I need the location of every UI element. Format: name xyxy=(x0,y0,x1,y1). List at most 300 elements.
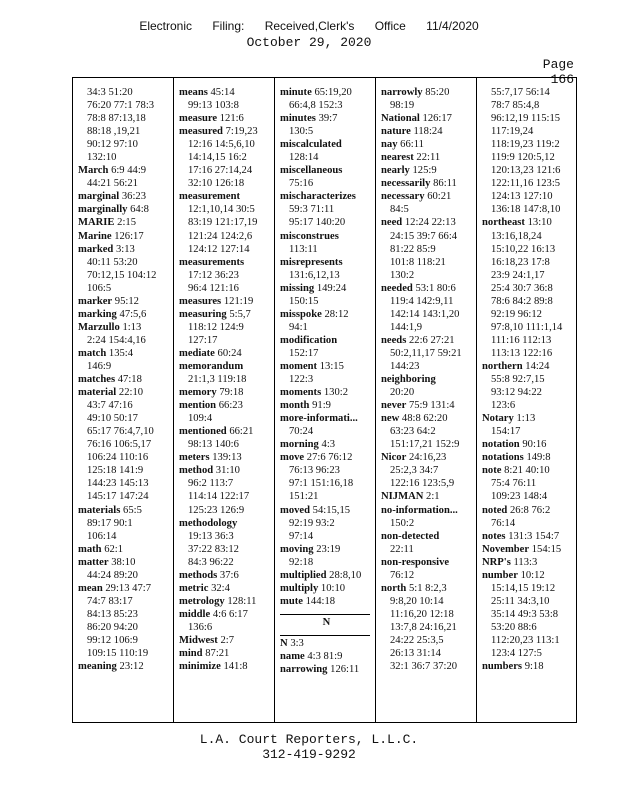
index-entry xyxy=(280,86,373,99)
index-citation-line: 84:3 96:22 xyxy=(188,556,234,568)
index-word: materials xyxy=(78,504,121,516)
index-word: no-information... xyxy=(381,504,458,516)
index-citation-line: 97:14 xyxy=(289,530,314,542)
index-citation-line: 106:24 110:16 xyxy=(87,452,149,464)
index-word: memory xyxy=(179,387,217,399)
index-citation-line: 111:16 112:13 xyxy=(491,334,552,346)
filing-stamp-part: Office xyxy=(374,19,406,33)
index-citation-line: 88:18 ,19,21 xyxy=(87,126,141,138)
index-entry xyxy=(179,256,272,269)
index-word: meters xyxy=(179,452,210,464)
index-citation-line: 150:2 xyxy=(390,517,415,529)
index-citation-line: 15:10,22 16:13 xyxy=(491,243,556,255)
index-entry xyxy=(78,164,171,177)
index-entry xyxy=(280,138,373,151)
index-entry xyxy=(280,650,373,663)
index-entry xyxy=(179,595,272,608)
index-entry xyxy=(280,282,373,295)
index-citation-line: 124:12 127:14 xyxy=(188,243,250,255)
index-citation-line: 92:18 xyxy=(289,556,314,568)
index-citation-line: 144:23 145:13 xyxy=(87,478,149,490)
index-citation-line: 13:16,18,24 xyxy=(491,230,542,242)
index-citation-line: 16:18,23 17:8 xyxy=(491,256,550,268)
index-word: more-informati... xyxy=(280,413,358,425)
index-column xyxy=(280,86,373,716)
index-entry xyxy=(179,517,272,530)
index-citation: 9:18 xyxy=(524,661,544,673)
index-citation: 65:19,20 xyxy=(314,87,352,98)
index-word: minutes xyxy=(280,113,316,125)
index-entry xyxy=(482,451,575,464)
index-citation: 28:8,10 xyxy=(329,569,362,581)
index-citation-line: 120:13,23 121:6 xyxy=(491,165,561,177)
index-citation-line: 76:13 96:23 xyxy=(289,465,340,477)
index-entry xyxy=(179,634,272,647)
section-letter: N xyxy=(322,616,331,628)
index-citation-line: 98:19 xyxy=(390,100,415,112)
index-citation: 53:1 80:6 xyxy=(415,282,456,294)
index-word: nay xyxy=(381,139,398,151)
index-entry xyxy=(381,86,474,99)
index-citation-line: 127:17 xyxy=(188,334,218,346)
index-entry xyxy=(179,451,272,464)
index-citation-line: 78:7 85:4,8 xyxy=(491,100,540,112)
index-entry xyxy=(78,582,171,595)
index-citation-line: 97:1 151:16,18 xyxy=(289,478,354,490)
index-citation: 113:3 xyxy=(513,556,538,568)
index-citation: 1:13 xyxy=(122,321,142,333)
index-citation-line: 151:21 xyxy=(289,491,319,503)
index-word: mischaracterizes xyxy=(280,191,356,203)
index-entry xyxy=(381,451,474,464)
column-divider xyxy=(476,78,477,722)
index-word: northeast xyxy=(482,217,525,229)
index-citation-line: 24:22 25:3,5 xyxy=(390,634,444,646)
index-citation-line: 70:12,15 104:12 xyxy=(87,269,157,281)
index-citation-line: 144:1,9 xyxy=(390,321,423,333)
index-citation: 139:13 xyxy=(212,452,242,464)
index-citation: 45:14 xyxy=(210,87,235,98)
index-entry xyxy=(179,125,272,138)
index-word: never xyxy=(381,400,407,412)
filing-stamp-part: Received,Clerk's xyxy=(264,19,355,33)
index-citation: 135:4 xyxy=(108,347,134,359)
index-entry xyxy=(78,660,171,673)
index-citation-line: 78:6 84:2 89:8 xyxy=(491,295,553,307)
index-citation-line: 114:14 122:17 xyxy=(188,491,250,503)
index-citation: 90:16 xyxy=(522,439,547,451)
index-word: new xyxy=(381,413,400,425)
index-entry xyxy=(78,190,171,203)
index-citation-line: 32:1 36:7 37:20 xyxy=(390,661,458,673)
index-citation-line: 146:9 xyxy=(87,360,112,372)
index-word: narrowly xyxy=(381,87,423,98)
index-entry xyxy=(280,190,373,203)
index-citation: 10:12 xyxy=(520,569,545,581)
index-word: metric xyxy=(179,582,209,594)
filing-stamp-part: 11/4/2020 xyxy=(426,19,479,33)
index-citation: 79:18 xyxy=(219,387,244,399)
index-citation-line: 25:2,3 34:7 xyxy=(390,465,439,477)
index-entry xyxy=(179,399,272,412)
index-citation-line: 44:21 56:21 xyxy=(87,178,138,190)
index-entry xyxy=(179,112,272,125)
index-word: nearly xyxy=(381,165,410,177)
index-citation-line: 101:8 118:21 xyxy=(390,256,446,268)
index-citation: 6:9 44:9 xyxy=(111,165,147,177)
index-citation-line: 32:10 126:18 xyxy=(188,178,245,190)
index-citation: 13:15 xyxy=(319,360,344,372)
index-entry xyxy=(179,569,272,582)
filing-stamp-part: Electronic xyxy=(139,19,192,33)
index-citation-line: 119:4 142:9,11 xyxy=(390,295,454,307)
index-citation-line: 49:10 50:17 xyxy=(87,413,138,425)
index-citation-line: 117:19,24 xyxy=(491,126,534,138)
index-entry xyxy=(482,543,575,556)
index-word: NRP's xyxy=(482,556,511,568)
index-word: notation xyxy=(482,439,520,451)
index-citation: 7:19,23 xyxy=(225,126,258,138)
index-word: needed xyxy=(381,282,413,294)
index-word: misconstrues xyxy=(280,230,339,242)
index-citation: 91:9 xyxy=(312,400,331,412)
index-word: moment xyxy=(280,360,318,372)
index-entry xyxy=(280,543,373,556)
index-citation: 126:17 xyxy=(422,113,452,125)
index-entry xyxy=(381,412,474,425)
index-entry xyxy=(280,412,373,425)
index-citation: 22:11 xyxy=(416,152,441,164)
index-citation-line: 65:17 76:4,7,10 xyxy=(87,426,154,438)
index-word: material xyxy=(78,387,117,399)
index-entry xyxy=(381,177,474,190)
index-word: mediate xyxy=(179,347,215,359)
index-word: National xyxy=(381,113,420,125)
index-citation: 12:24 22:13 xyxy=(404,217,456,229)
index-citation-line: 130:5 xyxy=(289,126,314,138)
index-citation: 118:24 xyxy=(413,126,443,138)
index-word: north xyxy=(381,582,407,594)
index-entry xyxy=(280,637,373,650)
index-word: morning xyxy=(280,439,319,451)
index-entry xyxy=(78,321,171,334)
index-entry xyxy=(482,660,575,673)
index-citation: 154:15 xyxy=(531,543,562,555)
index-word: marginal xyxy=(78,191,120,203)
index-citation-line: 78:8 87:13,18 xyxy=(87,113,146,125)
index-word: notes xyxy=(482,530,506,542)
index-citation: 4:3 81:9 xyxy=(307,650,343,662)
index-entry xyxy=(381,138,474,151)
index-entry xyxy=(381,112,474,125)
index-entry xyxy=(482,556,575,569)
index-citation: 4:6 6:17 xyxy=(212,608,248,620)
index-word: NIJMAN xyxy=(381,491,424,503)
index-entry xyxy=(280,360,373,373)
index-citation-line: 106:14 xyxy=(87,530,117,542)
index-word: mentioned xyxy=(179,426,227,438)
index-entry xyxy=(482,530,575,543)
index-column xyxy=(179,86,272,716)
index-citation-line: 145:17 147:24 xyxy=(87,491,149,503)
index-word: Marine xyxy=(78,230,112,242)
index-word: misrepresents xyxy=(280,256,343,268)
index-entry xyxy=(381,151,474,164)
index-entry xyxy=(78,543,171,556)
index-citation-line: 20:20 xyxy=(390,387,415,399)
index-entry xyxy=(280,334,373,347)
index-word: notations xyxy=(482,452,524,464)
index-word: Notary xyxy=(482,413,514,425)
index-citation-line: 113:11 xyxy=(289,243,318,255)
index-word: nearest xyxy=(381,152,414,164)
index-entry xyxy=(482,504,575,517)
index-word: math xyxy=(78,543,102,555)
index-word: noted xyxy=(482,504,508,516)
index-citation: 28:12 xyxy=(324,308,349,320)
index-citation: 75:9 131:4 xyxy=(408,400,455,412)
index-word: non-detected xyxy=(381,530,440,542)
index-entry xyxy=(280,230,373,243)
index-word: missing xyxy=(280,282,315,294)
index-citation-line: 76:14 xyxy=(491,517,516,529)
index-word: marginally xyxy=(78,204,128,216)
index-entry xyxy=(179,308,272,321)
index-word: neighboring xyxy=(381,374,436,386)
index-word: Midwest xyxy=(179,634,218,646)
index-word: March xyxy=(78,165,109,177)
column-divider xyxy=(375,78,376,722)
index-citation-line: 92:19 96:12 xyxy=(491,308,542,320)
index-citation-line: 151:17,21 152:9 xyxy=(390,439,460,451)
index-entry xyxy=(482,412,575,425)
index-citation: 48:8 62:20 xyxy=(401,413,448,425)
index-citation: 22:10 xyxy=(118,387,144,399)
column-divider xyxy=(173,78,174,722)
index-entry xyxy=(78,556,171,569)
index-entry xyxy=(78,347,171,360)
index-citation: 23:19 xyxy=(316,543,341,555)
index-citation: 26:8 76:2 xyxy=(509,504,551,516)
index-citation: 87:21 xyxy=(205,648,230,660)
section-rule xyxy=(280,635,370,636)
index-word: method xyxy=(179,465,214,477)
index-citation-line: 11:16,20 12:18 xyxy=(390,608,454,620)
index-citation: 149:24 xyxy=(316,282,347,294)
index-citation: 14:24 xyxy=(525,360,550,372)
index-citation-line: 119:9 120:5,12 xyxy=(491,152,555,164)
index-word: moving xyxy=(280,543,314,555)
index-citation: 62:1 xyxy=(104,543,124,555)
index-word: measuring xyxy=(179,308,227,320)
index-citation: 39:7 xyxy=(318,113,338,125)
index-word: nature xyxy=(381,126,411,138)
index-citation-line: 84:13 85:23 xyxy=(87,608,138,620)
index-word: marking xyxy=(78,308,117,320)
index-citation-line: 122:3 xyxy=(289,374,314,386)
index-word: moved xyxy=(280,504,311,516)
index-citation-line: 113:13 122:16 xyxy=(491,347,553,359)
section-rule xyxy=(280,614,370,615)
index-entry xyxy=(381,530,474,543)
index-entry xyxy=(280,569,373,582)
index-column xyxy=(482,86,575,716)
index-word: moments xyxy=(280,387,322,399)
index-entry xyxy=(280,595,373,608)
index-citation: 2:1 xyxy=(426,491,440,503)
filing-stamp-part: Filing: xyxy=(212,19,245,33)
index-entry xyxy=(482,569,575,582)
index-entry xyxy=(381,490,474,503)
index-word: necessarily xyxy=(381,178,431,190)
index-entry xyxy=(78,373,171,386)
index-entry xyxy=(179,295,272,308)
index-citation-line: 89:17 90:1 xyxy=(87,517,133,529)
index-citation: 27:6 76:12 xyxy=(306,452,353,464)
filing-stamp xyxy=(0,19,618,33)
index-entry xyxy=(179,86,272,99)
index-citation: 66:23 xyxy=(218,400,243,412)
index-citation-line: 17:16 27:14,24 xyxy=(188,165,253,177)
index-citation-line: 122:11,16 123:5 xyxy=(491,178,561,190)
index-citation: 85:20 xyxy=(425,87,450,98)
index-word: non-responsive xyxy=(381,556,450,568)
index-citation-line: 95:17 140:20 xyxy=(289,217,346,229)
index-citation-line: 76:16 106:5,17 xyxy=(87,439,152,451)
index-citation-line: 150:15 xyxy=(289,295,319,307)
index-word: mention xyxy=(179,400,217,412)
index-citation-line: 136:18 147:8,10 xyxy=(491,204,561,216)
index-word: need xyxy=(381,217,403,229)
index-citation-line: 34:3 51:20 xyxy=(87,87,133,98)
index-entry xyxy=(381,164,474,177)
index-citation-line: 136:6 xyxy=(188,621,213,633)
index-citation-line: 2:24 154:4,16 xyxy=(87,334,146,346)
index-citation: 126:11 xyxy=(330,664,360,676)
index-citation-line: 94:1 xyxy=(289,321,308,333)
index-word: marked xyxy=(78,243,114,255)
index-entry xyxy=(179,347,272,360)
index-citation: 23:12 xyxy=(119,661,144,673)
index-entry xyxy=(482,360,575,373)
index-citation-line: 12:16 14:5,6,10 xyxy=(188,139,255,151)
index-citation-line: 128:14 xyxy=(289,152,319,164)
index-citation: 141:8 xyxy=(223,661,248,673)
index-citation-line: 37:22 83:12 xyxy=(188,543,239,555)
index-citation-line: 76:12 xyxy=(390,569,415,581)
index-word: marker xyxy=(78,295,113,307)
index-citation-line: 96:2 113:7 xyxy=(188,478,234,490)
index-citation-line: 74:7 83:17 xyxy=(87,595,133,607)
index-entry xyxy=(78,295,171,308)
index-citation-line: 118:12 124:9 xyxy=(188,321,244,333)
index-entry xyxy=(179,582,272,595)
index-citation: 65:5 xyxy=(123,504,142,516)
index-citation-line: 109:4 xyxy=(188,413,213,425)
index-word: name xyxy=(280,650,305,662)
index-citation-line: 43:7 47:16 xyxy=(87,400,133,412)
index-citation: 1:13 xyxy=(516,413,536,425)
index-entry xyxy=(179,425,272,438)
index-citation-line: 96:12,19 115:15 xyxy=(491,113,561,125)
index-citation-line: 15:14,15 19:12 xyxy=(491,582,556,594)
index-citation: 121:19 xyxy=(223,295,254,307)
index-citation: 31:10 xyxy=(215,465,240,477)
index-citation: 47:5,6 xyxy=(119,308,147,320)
index-word: miscalculated xyxy=(280,139,342,151)
index-citation-line: 122:16 123:5,9 xyxy=(390,478,455,490)
index-citation: 38:10 xyxy=(111,556,136,568)
index-citation-line: 17:12 36:23 xyxy=(188,269,239,281)
index-citation: 54:15,15 xyxy=(312,504,351,516)
index-citation-line: 76:20 77:1 78:3 xyxy=(87,100,155,112)
index-citation-line: 93:12 94:22 xyxy=(491,387,542,399)
index-citation-line: 131:6,12,13 xyxy=(289,269,340,281)
index-citation-line: 154:17 xyxy=(491,426,521,438)
index-citation-line: 123:6 xyxy=(491,400,516,412)
index-entry xyxy=(280,112,373,125)
index-word: N xyxy=(280,637,288,649)
index-citation-line: 81:22 85:9 xyxy=(390,243,436,255)
index-citation-line: 125:23 126:9 xyxy=(188,504,245,516)
index-citation: 37:6 xyxy=(219,569,239,581)
index-word: means xyxy=(179,87,208,98)
index-citation-line: 109:23 148:4 xyxy=(491,491,548,503)
index-citation-line: 70:24 xyxy=(289,426,314,438)
index-entry xyxy=(78,504,171,517)
index-column xyxy=(78,86,171,716)
index-citation-line: 40:11 53:20 xyxy=(87,256,138,268)
index-citation: 126:17 xyxy=(114,230,144,242)
index-citation-line: 121:24 124:2,6 xyxy=(188,230,253,242)
index-entry xyxy=(280,663,373,676)
index-column xyxy=(381,86,474,716)
index-citation: 5:1 8:2,3 xyxy=(408,582,447,594)
index-citation-line: 9:8,20 10:14 xyxy=(390,595,444,607)
index-citation-line: 84:5 xyxy=(390,204,409,216)
index-citation-line: 35:14 49:3 53:8 xyxy=(491,608,559,620)
index-citation-line: 24:15 39:7 66:4 xyxy=(390,230,458,242)
index-citation: 13:10 xyxy=(527,217,552,229)
reporter-phone: 312-419-9292 xyxy=(262,747,356,762)
index-entry xyxy=(78,230,171,243)
page-number: Page 166 xyxy=(542,57,574,87)
index-citation: 3:13 xyxy=(115,243,135,255)
index-citation: 10:10 xyxy=(320,582,346,594)
index-citation: 128:11 xyxy=(227,595,257,607)
index-citation-line: 106:5 xyxy=(87,282,112,294)
index-word: meaning xyxy=(78,661,117,673)
index-citation: 64:8 xyxy=(130,204,149,216)
index-word: multiply xyxy=(280,582,319,594)
index-citation: 24:16,23 xyxy=(408,452,447,464)
index-entry xyxy=(482,464,575,477)
index-word: needs xyxy=(381,334,407,346)
index-citation: 66:11 xyxy=(400,139,424,151)
index-entry xyxy=(381,190,474,203)
index-word: month xyxy=(280,400,310,412)
index-citation-line: 142:14 143:1,20 xyxy=(390,308,460,320)
index-citation-line: 55:8 92:7,15 xyxy=(491,374,545,386)
index-word: multiplied xyxy=(280,569,327,581)
index-entry xyxy=(179,360,272,373)
index-entry xyxy=(381,282,474,295)
index-citation-line: 44:24 89:20 xyxy=(87,569,138,581)
index-citation-line: 55:7,17 56:14 xyxy=(491,87,550,98)
index-citation: 131:3 154:7 xyxy=(508,530,560,542)
index-entry xyxy=(381,556,474,569)
index-word: numbers xyxy=(482,661,523,673)
